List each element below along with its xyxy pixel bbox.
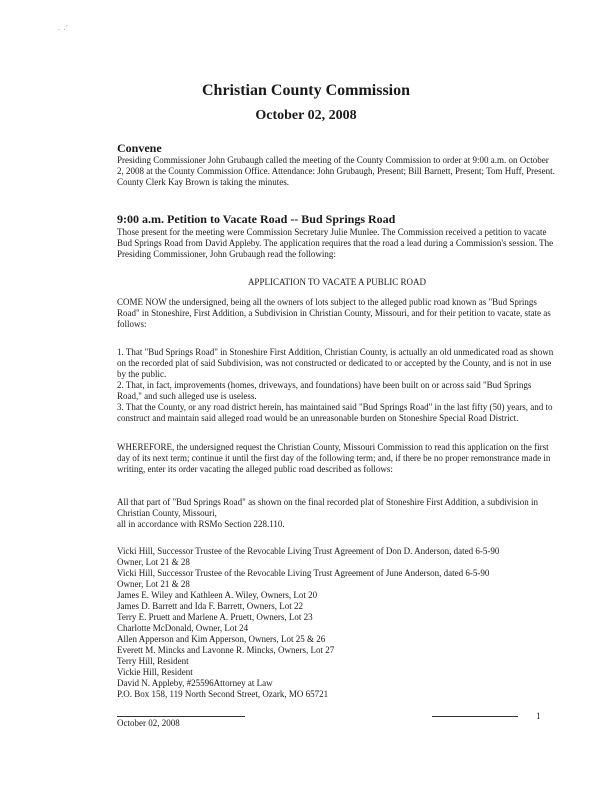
application-title: APPLICATION TO VACATE A PUBLIC ROAD: [247, 277, 427, 287]
signatory-line: Owner, Lot 21 & 28: [117, 557, 190, 567]
convene-heading: Convene: [117, 141, 162, 155]
signatory-line: P.O. Box 158, 119 North Second Street, Ozark, MO 65721: [117, 689, 329, 699]
signatory-line: Vicki Hill, Successor Trustee of the Revocable Living Trust Agreement of June Anderson, dated 6-5-90: [117, 568, 490, 578]
signatory-line: James D. Barrett and Ida F. Barrett, Owners, Lot 22: [117, 601, 303, 611]
signatory-line: Vicki Hill, Successor Trustee of the Revocable Living Trust Agreement of Don D. Anderson, dated 6-5-90: [117, 546, 500, 556]
wherefore-paragraph: WHEREFORE, the undersigned request the Christian County, Missouri Commission to read this application on the first day of its next term; continue it until the first day of the following term; and, if there be no proper remonstrance made in writing, enter its order vacating the alleged public road described as follows:: [117, 442, 551, 474]
point-3-paragraph: 3. That the County, or any road district herein, has maintained said "Bud Springs Road" in the last fifty (50) years, and to construct and maintain said alleged road would be an unreasonable burden on Stoneshire Special Road District.: [117, 402, 553, 423]
footer-date: October 02, 2008: [117, 718, 180, 728]
statute-reference: all in accordance with RSMo Section 228.110.: [117, 519, 285, 529]
footer-rule-right: [432, 716, 518, 717]
signatory-line: Terry E. Pruett and Marlene A. Pruett, Owners, Lot 23: [117, 612, 313, 622]
convene-paragraph: Presiding Commissioner John Grubaugh called the meeting of the County Commission to order at 9:00 a.m. on October 2, 2008 at the County Commission Office. Attendance: John Grubaugh, Present; Bill Barnett, Present; Tom Huff, Present. County Clerk Kay Brown is taking the minutes.: [117, 155, 555, 187]
point-1-paragraph: 1. That "Bud Springs Road" in Stoneshire First Addition, Christian County, is actually an old unmedicated road as shown on the recorded plat of said Subdivision, was not constructed or dedicated to or accepted by the County, and is not in use by the public.: [117, 347, 554, 379]
page-number: 1: [536, 711, 541, 721]
signatory-line: Terry Hill, Resident: [117, 656, 189, 666]
point-2-paragraph: 2. That, in fact, improvements (homes, driveways, and foundations) have been built on or across said "Bud Springs Road," and such alleged use is useless.: [117, 380, 532, 401]
document-date: October 02, 2008: [255, 108, 357, 123]
signatory-line: David N. Appleby, #25596Attorney at Law: [117, 678, 273, 688]
plat-description-paragraph: All that part of "Bud Springs Road" as shown on the final recorded plat of Stoneshire First Addition, a subdivision in Christian County, Missouri,: [117, 497, 539, 518]
document-title: Christian County Commission: [201, 82, 411, 99]
petition-heading: 9:00 a.m. Petition to Vacate Road -- Bud Springs Road: [117, 212, 396, 226]
signatory-line: Everett M. Mincks and Lavonne R. Mincks, Owners, Lot 27: [117, 645, 335, 655]
footer-rule-left: [117, 716, 245, 717]
signatory-line: Owner, Lot 21 & 28: [117, 579, 190, 589]
scan-corner-mark: . .': [58, 24, 69, 32]
signatory-list: [117, 546, 557, 700]
come-now-paragraph: COME NOW the undersigned, being all the owners of lots subject to the alleged public road known as "Bud Springs Road" in Stoneshire, First Addition, a Subdivision in Christian County, Missouri, and for their petition to vacate, state as follows:: [117, 297, 551, 329]
signatory-line: Charlotte McDonald, Owner, Lot 24: [117, 623, 249, 633]
signatory-line: Allen Apperson and Kim Apperson, Owners, Lot 25 & 26: [117, 634, 326, 644]
signatory-line: James E. Wiley and Kathleen A. Wiley, Owners, Lot 20: [117, 590, 318, 600]
signatory-line: Vickie Hill, Resident: [117, 667, 193, 677]
petition-intro-paragraph: Those present for the meeting were Commission Secretary Julie Munlee. The Commission received a petition to vacate Bud Springs Road from David Appleby. The application requires that the road a lead during a Commission's session. The Presiding Commissioner, John Grubaugh read the following:: [117, 227, 554, 259]
